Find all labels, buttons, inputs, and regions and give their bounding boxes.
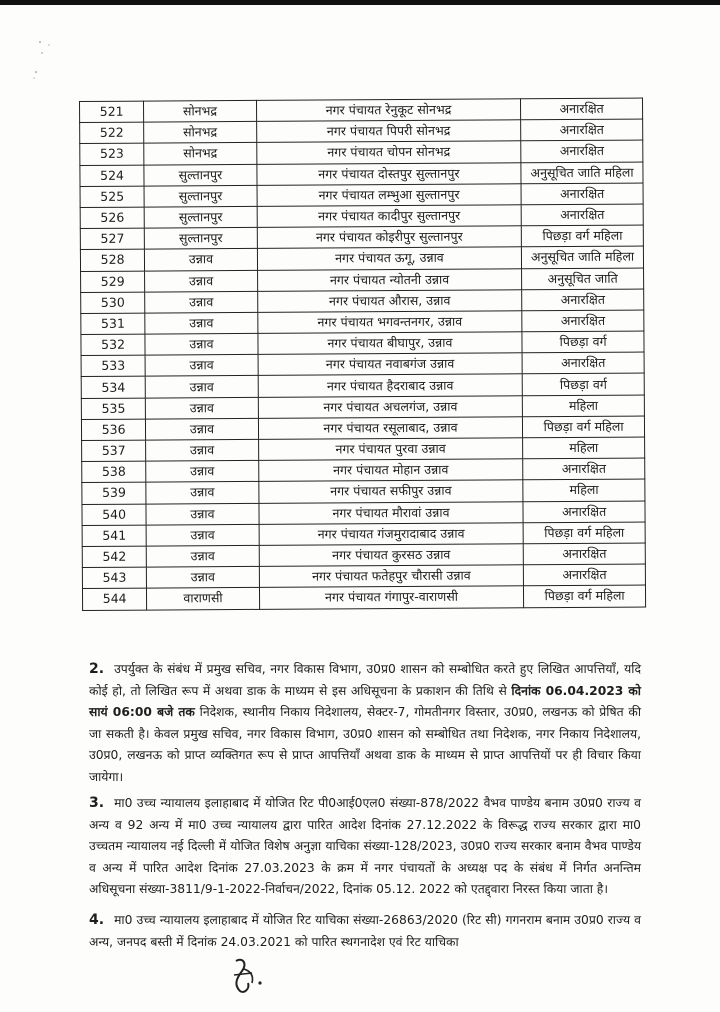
row-number: 531	[81, 313, 145, 335]
row-number: 524	[80, 165, 144, 187]
row-number: 530	[81, 292, 145, 314]
reservation-table	[79, 98, 646, 611]
district-cell: उन्नाव	[146, 545, 259, 567]
nagar-panchayat-name: नगर पंचायत कादीपुर सुल्तानपुर	[257, 205, 522, 228]
district-cell: उन्नाव	[146, 418, 259, 440]
district-cell: उन्नाव	[147, 567, 260, 589]
nagar-panchayat-name: नगर पंचायत भगवन्तनगर, उन्नाव	[257, 311, 522, 334]
reservation-category: पिछड़ा वर्ग महिला	[523, 416, 645, 438]
district-cell: सुल्तानपुर	[144, 185, 257, 207]
row-number: 535	[81, 398, 145, 420]
paragraph-text: मा0 उच्च न्यायालय इलाहाबाद में योजित रिट पी0आई0एल0 संख्या-878/2022 वैभव पाण्डेय बनाम उ0प्र0 राज्य व अन्य व 92 अन्य में मा0 उच्च न्यायालय द्वारा पारित आदेश दिनांक 27.12.2022 के विरूद्ध राज्य सरकार द्वारा मा0 उच्चतम न्यायालय नई दिल्ली में योजित विशेष अनुज्ञा याचिका संख्या-128/2023, उ0प्र0 राज्य सरकार बनाम वैभव पाण्डेय व अन्य में पारित आदेश दिनांक 27.03.2023 के क्रम में नगर पंचायतों के अध्यक्ष पद के संबंध में निर्गत अनन्तिम अधिसूचना संख्या-3811/9-1-2022-निर्वाचन/2022, दिनांक 05.12. 2022 को एतद्द्वारा निरस्त किया जाता है।	[89, 796, 641, 897]
row-number: 533	[81, 355, 145, 377]
row-number: 538	[82, 461, 146, 483]
district-cell: सोनभद्र	[144, 143, 257, 165]
district-cell: सोनभद्र	[144, 100, 257, 122]
scan-specks	[22, 30, 62, 90]
nagar-panchayat-name: नगर पंचायत पुरवा उन्नाव	[258, 438, 523, 461]
reservation-category: अनारक्षित	[523, 543, 645, 565]
reservation-category: पिछड़ा वर्ग महिला	[524, 585, 646, 607]
row-number: 544	[82, 588, 146, 610]
district-cell: उन्नाव	[145, 312, 258, 334]
reservation-table-body	[80, 98, 646, 610]
paragraph-text: उपर्युक्त के संबंध में प्रमुख सचिव, नगर विकास विभाग, उ0प्र0 शासन को सम्बोधित करते हुए लिखित आपत्तियाँ, यदि कोई हो, तो लिखित रूप में अथवा डाक के माध्यम से इस अधिसूचना के प्रकाशन की तिथि से	[89, 662, 641, 698]
row-number: 539	[82, 482, 146, 504]
district-cell: उन्नाव	[146, 461, 259, 483]
nagar-panchayat-name: नगर पंचायत पिपरी सोनभद्र	[256, 120, 521, 143]
nagar-panchayat-name: नगर पंचायत मौरावां उन्नाव	[259, 501, 524, 524]
reservation-category: अनारक्षित	[523, 501, 645, 523]
district-cell: उन्नाव	[145, 291, 258, 313]
nagar-panchayat-name: नगर पंचायत कुरसठ उन्नाव	[259, 544, 524, 567]
nagar-panchayat-name: नगर पंचायत नवाबगंज उन्नाव	[258, 353, 523, 376]
district-cell: उन्नाव	[145, 376, 258, 398]
scan-top-edge	[0, 0, 720, 5]
reservation-category: अनुसूचित जाति महिला	[522, 246, 644, 268]
reservation-category: महिला	[523, 437, 645, 459]
paragraph-2	[89, 659, 641, 789]
paragraph-number: 2.	[89, 661, 105, 677]
nagar-panchayat-name: नगर पंचायत सफीपुर उन्नाव	[259, 480, 524, 503]
reservation-category: अनुसूचित जाति महिला	[521, 162, 643, 184]
reservation-category: अनारक्षित	[522, 289, 644, 311]
paragraph-4	[89, 910, 641, 953]
nagar-panchayat-name: नगर पंचायत न्योतनी उन्नाव	[257, 268, 522, 291]
row-number: 523	[80, 143, 144, 165]
reservation-category: अनारक्षित	[521, 140, 643, 162]
district-cell: उन्नाव	[145, 249, 258, 271]
district-cell: उन्नाव	[146, 397, 259, 419]
reservation-category: अनारक्षित	[521, 204, 643, 226]
district-cell: सुल्तानपुर	[144, 206, 257, 228]
nagar-panchayat-name: नगर पंचायत ऊगू, उन्नाव	[257, 247, 522, 270]
deadline-text: दिनांक 06.04.2023 को सायं 06:00 बजे तक	[89, 683, 641, 720]
reservation-category: महिला	[523, 479, 645, 501]
row-number: 541	[82, 525, 146, 547]
reservation-category: अनारक्षित	[523, 458, 645, 480]
nagar-panchayat-name: नगर पंचायत गंजमुरादाबाद उन्नाव	[259, 523, 524, 546]
district-cell: सुल्तानपुर	[144, 164, 257, 186]
row-number: 540	[82, 504, 146, 526]
row-number: 543	[82, 567, 146, 589]
paragraph-number: 3.	[89, 795, 105, 811]
row-number: 526	[80, 207, 144, 229]
nagar-panchayat-name: नगर पंचायत हैदराबाद उन्नाव	[258, 374, 523, 397]
row-number: 522	[80, 122, 144, 144]
row-number: 542	[82, 546, 146, 568]
district-cell: सुल्तानपुर	[144, 228, 257, 250]
nagar-panchayat-name: नगर पंचायत फतेहपुर चौरासी उन्नाव	[259, 565, 524, 588]
reservation-category: पिछड़ा वर्ग	[522, 373, 644, 395]
nagar-panchayat-name: नगर पंचायत बीघापुर, उन्नाव	[258, 332, 523, 355]
nagar-panchayat-name: नगर पंचायत मोहान उन्नाव	[258, 459, 523, 482]
row-number: 527	[80, 228, 144, 250]
row-number: 537	[82, 440, 146, 462]
row-number: 521	[80, 101, 144, 123]
paragraph-3	[89, 793, 641, 901]
signature-mark	[226, 953, 276, 998]
row-number: 534	[81, 377, 145, 399]
district-cell: उन्नाव	[146, 503, 259, 525]
district-cell: उन्नाव	[146, 524, 259, 546]
nagar-panchayat-name: नगर पंचायत दोस्तपुर सुल्तानपुर	[257, 162, 522, 185]
reservation-category: महिला	[523, 395, 645, 417]
table-row	[82, 585, 645, 610]
district-cell: उन्नाव	[145, 333, 258, 355]
reservation-category: पिछड़ा वर्ग महिला	[523, 522, 645, 544]
nagar-panchayat-name: नगर पंचायत रेनुकूट सोनभद्र	[256, 99, 521, 122]
nagar-panchayat-name: नगर पंचायत गंगापुर-वाराणसी	[259, 586, 524, 609]
row-number: 532	[81, 334, 145, 356]
reservation-category: अनारक्षित	[522, 352, 644, 374]
nagar-panchayat-name: नगर पंचायत अचलगंज, उन्नाव	[258, 395, 523, 418]
nagar-panchayat-name: नगर पंचायत रसूलाबाद, उन्नाव	[258, 417, 523, 440]
nagar-panchayat-name: नगर पंचायत कोइरीपुर सुल्तानपुर	[257, 226, 522, 249]
district-cell: सोनभद्र	[144, 122, 257, 144]
paragraph-text: निदेशक, स्थानीय निकाय निदेशालय, सेक्टर-7, गोमतीनगर विस्तार, उ0प्र0, लखनऊ को प्रेषित की जा सकती है। केवल प्रमुख सचिव, नगर विकास विभाग, उ0प्र0 शासन को सम्बोधित तथा निदेशक, नगर निकाय निदेशालय, उ0प्र0, लखनऊ को प्राप्त व्यक्तिगत रूप से प्राप्त आपत्तियाँ अथवा डाक के माध्यम से प्राप्त आपत्तियों पर ही विचार किया जायेगा।	[89, 705, 642, 784]
district-cell: वाराणसी	[147, 588, 260, 610]
reservation-category: अनारक्षित	[522, 310, 644, 332]
nagar-panchayat-name: नगर पंचायत औरास, उन्नाव	[257, 289, 522, 312]
reservation-category: अनारक्षित	[521, 119, 643, 141]
row-number: 529	[81, 271, 145, 293]
nagar-panchayat-name: नगर पंचायत लम्भुआ सुल्तानपुर	[257, 184, 522, 207]
row-number: 536	[81, 419, 145, 441]
paragraph-text: मा0 उच्च न्यायालय इलाहाबाद में योजित रिट याचिका संख्या-26863/2020 (रिट सी) गगनराम बनाम उ0प्र0 राज्य व अन्य, जनपद बस्ती में दिनांक 24.03.2021 को पारित स्थगनादेश एवं रिट याचिका	[89, 913, 641, 949]
reservation-category: अनुसूचित जाति	[522, 268, 644, 290]
reservation-category: अनारक्षित	[521, 183, 643, 205]
reservation-category: पिछड़ा वर्ग महिला	[522, 225, 644, 247]
nagar-panchayat-name: नगर पंचायत चोपन सोनभद्र	[256, 141, 521, 164]
reservation-category: पिछड़ा वर्ग	[522, 331, 644, 353]
district-cell: उन्नाव	[145, 355, 258, 377]
row-number: 528	[80, 249, 144, 271]
district-cell: उन्नाव	[145, 270, 258, 292]
reservation-category: अनारक्षित	[524, 564, 646, 586]
row-number: 525	[80, 186, 144, 208]
district-cell: उन्नाव	[146, 482, 259, 504]
paragraph-number: 4.	[89, 912, 105, 928]
district-cell: उन्नाव	[146, 439, 259, 461]
reservation-category: अनारक्षित	[521, 98, 643, 120]
